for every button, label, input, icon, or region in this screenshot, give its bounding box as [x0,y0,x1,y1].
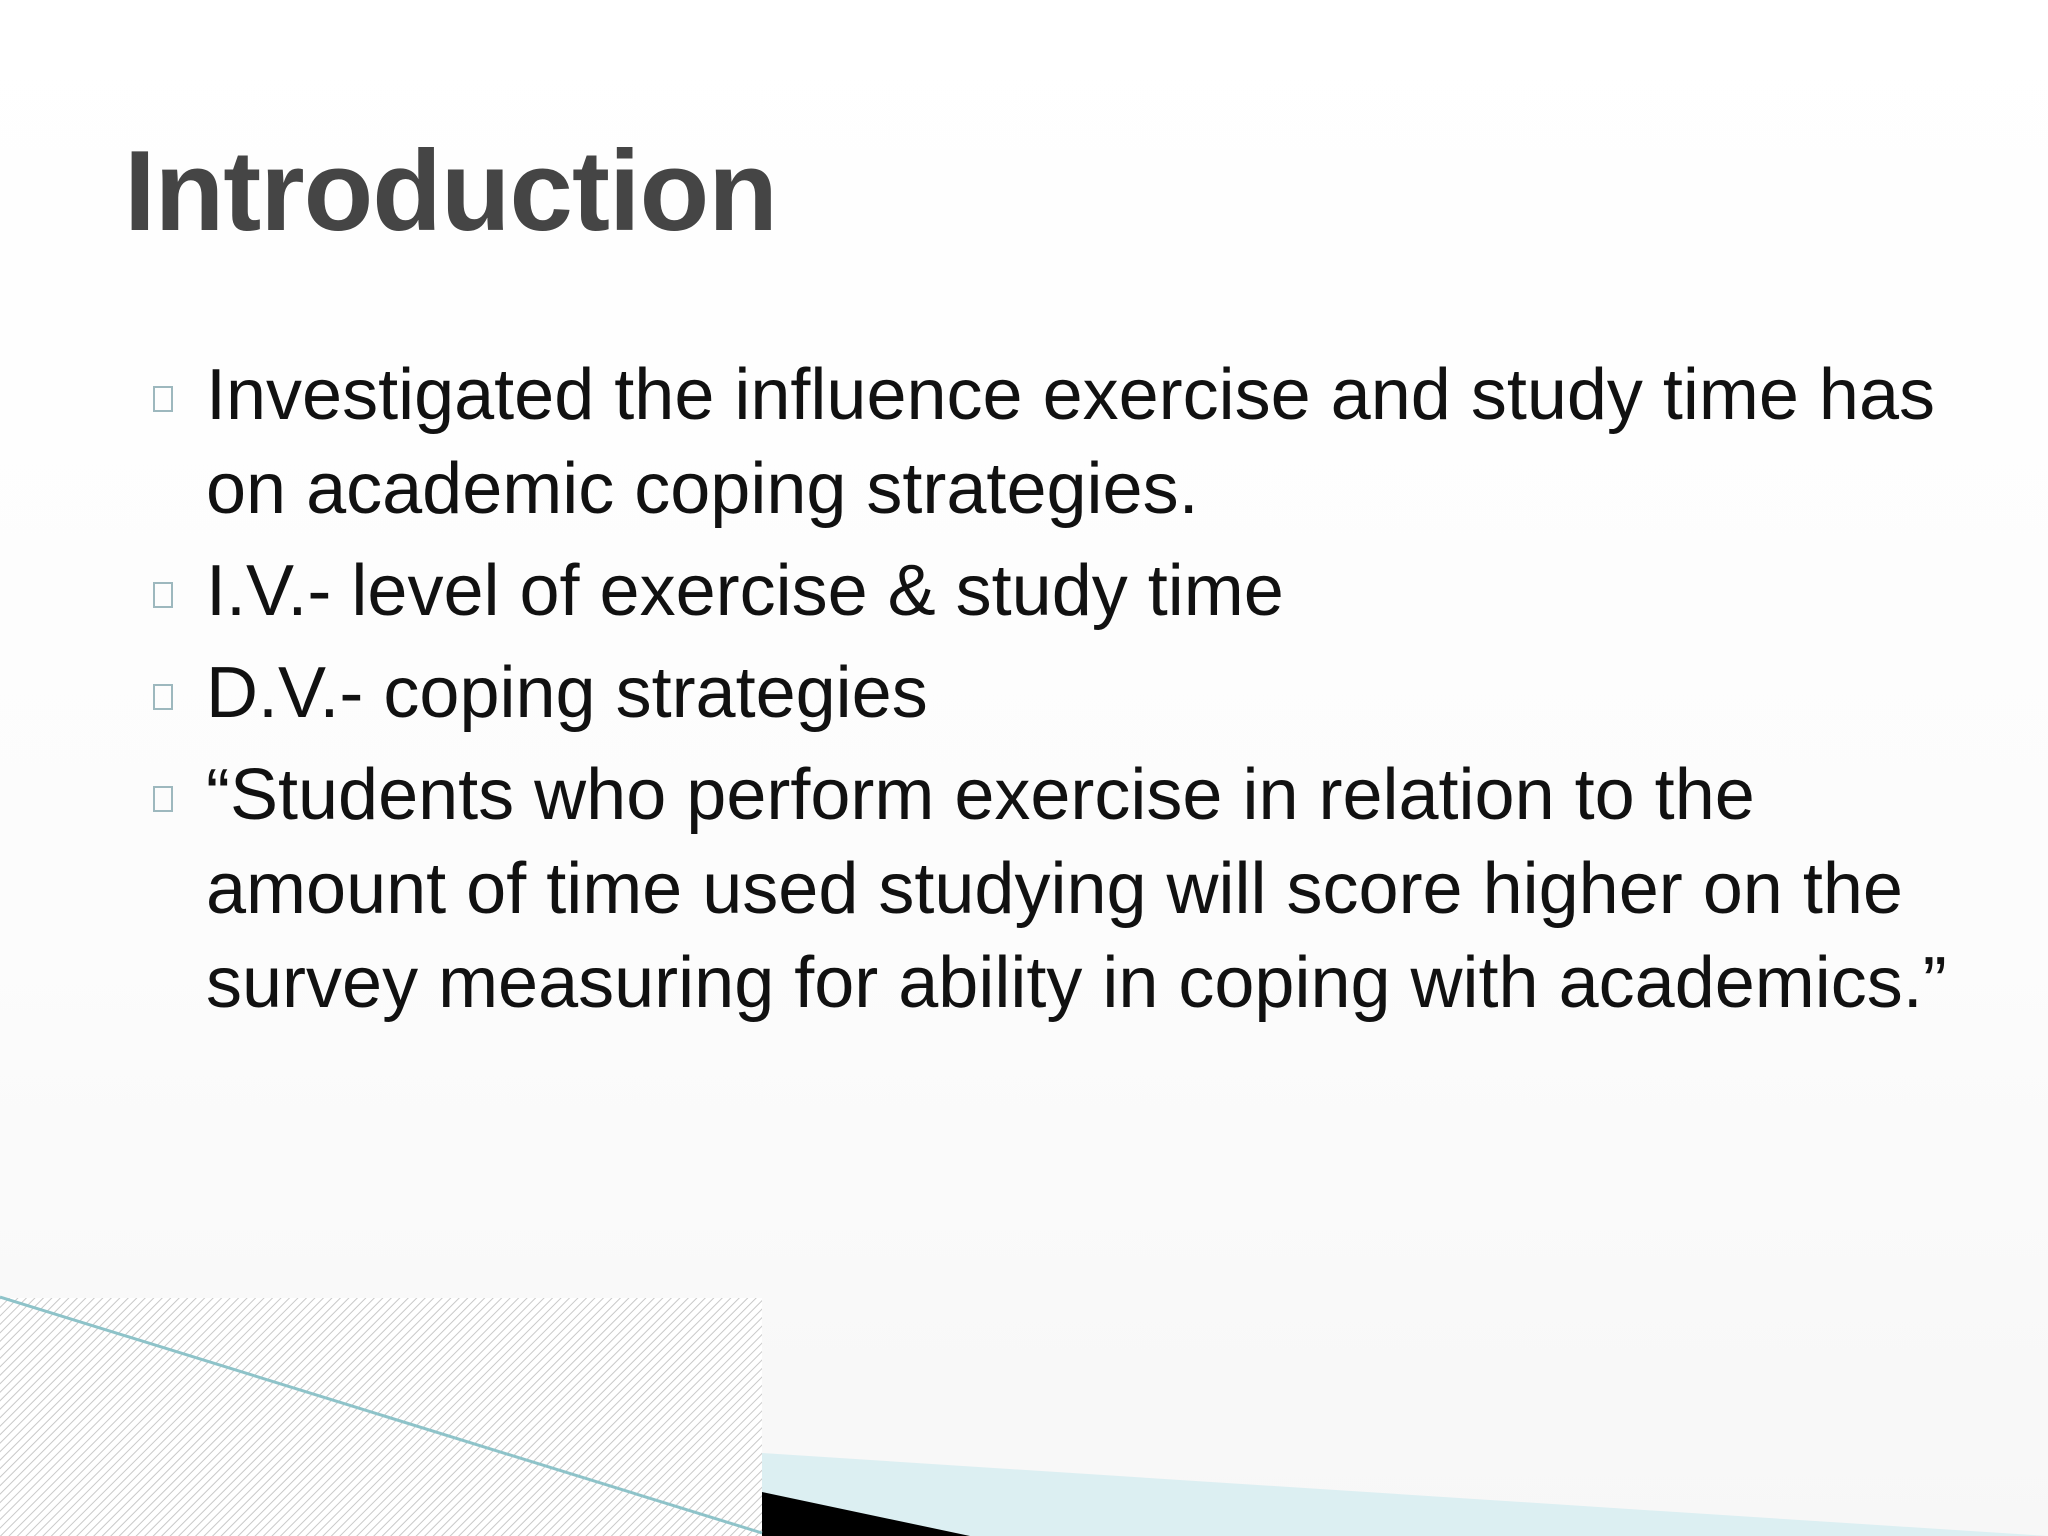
square-bullet-icon [153,386,173,412]
bullet-item [150,646,1950,740]
bullet-item [150,748,1950,1030]
square-bullet-icon [153,786,173,812]
bullet-item [150,544,1950,638]
square-bullet-icon [153,684,173,710]
bullet-item [150,348,1950,536]
light-teal-wedge [762,1453,2048,1536]
decorative-corner-graphic [0,1290,2048,1536]
bullet-text: I.V.- level of exercise & study time [206,551,1284,631]
bullet-text: “Students who perform exercise in relation to the amount of time used studying will score higher on the survey measuring for ability in coping with academics.” [206,755,1947,1023]
square-bullet-icon [153,582,173,608]
bullet-text: Investigated the influence exercise and study time has on academic coping strategies. [206,355,1936,529]
bullet-list [150,348,1950,1038]
bullet-text: D.V.- coping strategies [206,653,928,733]
slide-title: Introduction [124,128,777,255]
